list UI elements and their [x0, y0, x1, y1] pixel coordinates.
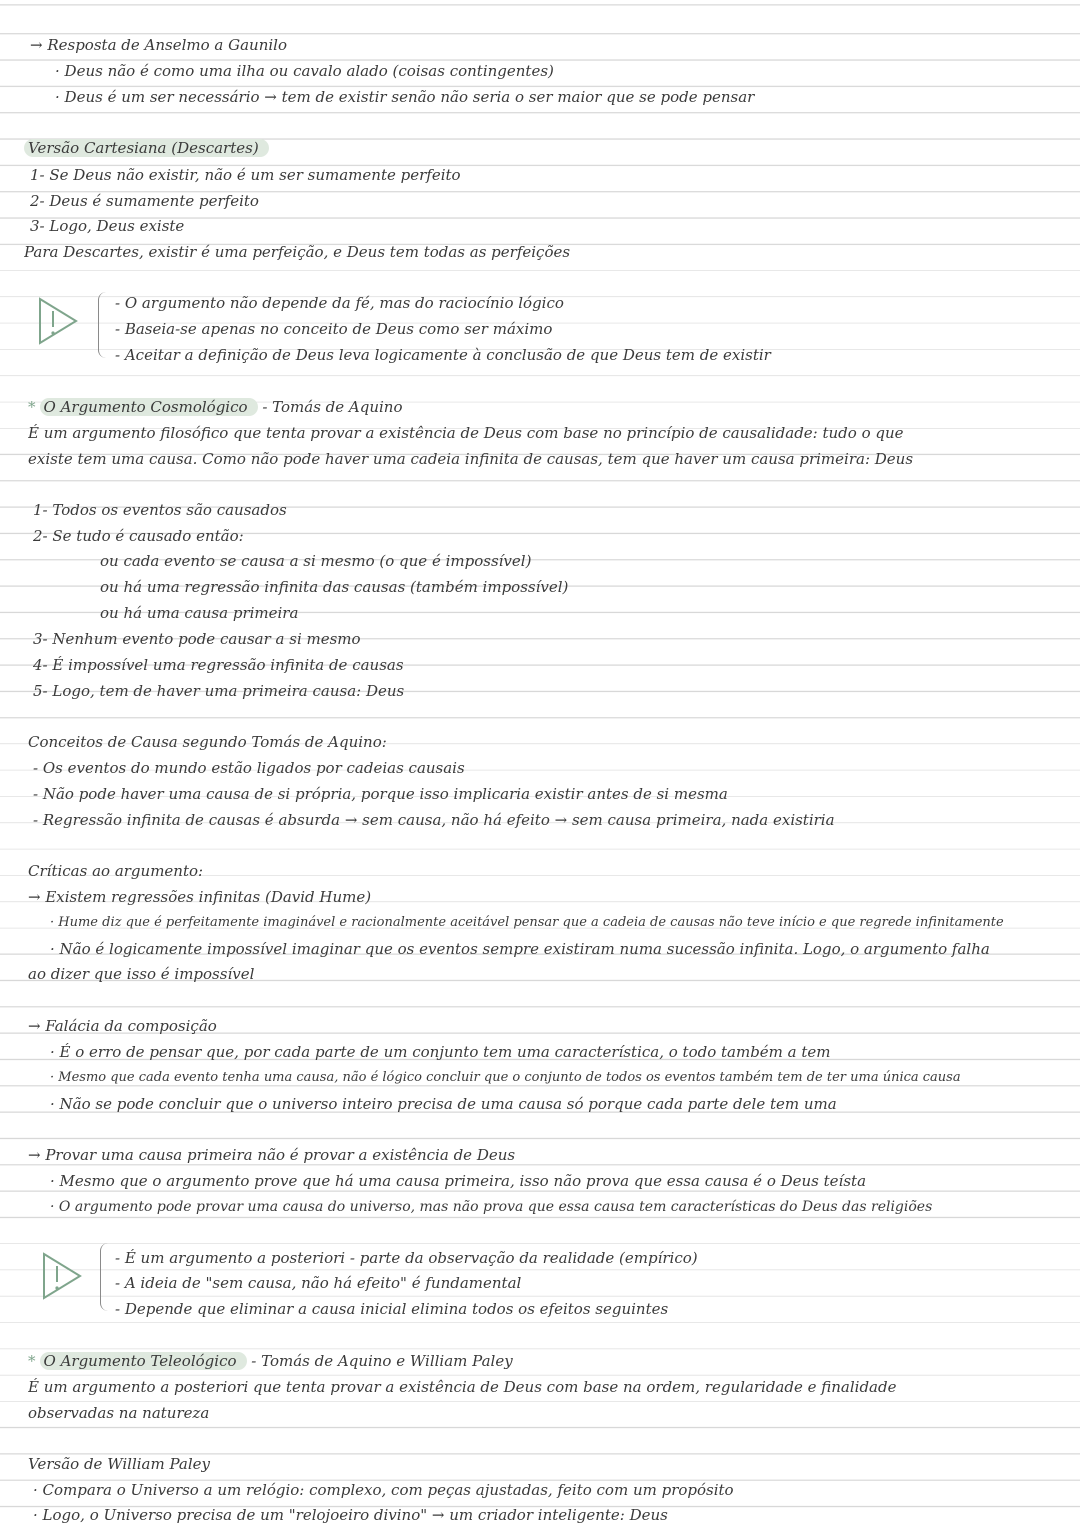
note-line: - Não pode haver uma causa de si própria, porque isso implicaria existir antes de si mesma: [33, 785, 728, 803]
star-icon: *: [28, 398, 36, 416]
section-title: [28, 1352, 1070, 1370]
step-subline: ou há uma regressão infinita das causas (também impossível): [100, 578, 569, 596]
subheading: Conceitos de Causa segundo Tomás de Aquino:: [28, 733, 387, 751]
note-line: - Regressão infinita de causas é absurda → sem causa, não há efeito → sem causa primeira, nada existiria: [33, 811, 835, 829]
note-line: - Baseia-se apenas no conceito de Deus como ser máximo: [115, 320, 553, 338]
section-title: [24, 139, 1070, 157]
note-line: · Não se pode concluir que o universo inteiro precisa de uma causa só porque cada parte dele tem uma: [50, 1095, 837, 1113]
section-title: [28, 398, 1070, 416]
warning-triangle-icon: [36, 296, 80, 346]
section-author: - Tomás de Aquino e William Paley: [251, 1352, 513, 1370]
step-line: 2- Se tudo é causado então:: [33, 527, 244, 545]
section-title-text: Versão Cartesiana (Descartes): [24, 139, 269, 157]
definition-line: É um argumento filosófico que tenta provar a existência de Deus com base no princípio de causalidade: tudo o que: [28, 424, 904, 442]
note-line: · É o erro de pensar que, por cada parte de um conjunto tem uma característica, o todo também a tem: [50, 1043, 831, 1061]
note-line: - Depende que eliminar a causa inicial elimina todos os efeitos seguintes: [115, 1300, 669, 1318]
note-line: · Compara o Universo a um relógio: complexo, com peças ajustadas, feito com um propósito: [33, 1481, 734, 1499]
note-line: · Deus é um ser necessário → tem de existir senão não seria o ser maior que se pode pensar: [55, 88, 755, 106]
brace: [98, 292, 109, 358]
note-line: - O argumento não depende da fé, mas do raciocínio lógico: [115, 294, 564, 312]
note-line: · O argumento pode provar uma causa do universo, mas não prova que essa causa tem características do Deus das religiões: [50, 1199, 933, 1215]
definition-line: É um argumento a posteriori que tenta provar a existência de Deus com base na ordem, regularidade e finalidade: [28, 1378, 897, 1396]
section-author: - Tomás de Aquino: [262, 398, 403, 416]
note-line: · Mesmo que o argumento prove que há uma causa primeira, isso não prova que essa causa é o Deus teísta: [50, 1172, 867, 1190]
note-line: · Deus não é como uma ilha ou cavalo alado (coisas contingentes): [55, 62, 554, 80]
warning-triangle-icon: [40, 1251, 84, 1301]
step-line: 1- Todos os eventos são causados: [33, 501, 287, 519]
step-line: 5- Logo, tem de haver uma primeira causa: Deus: [33, 682, 405, 700]
conclusion-line: Para Descartes, existir é uma perfeição, e Deus tem todas as perfeições: [24, 243, 571, 261]
note-line: · Mesmo que cada evento tenha uma causa, não é lógico concluir que o conjunto de todos os eventos também tem de ter uma única causa: [50, 1070, 961, 1085]
note-line: - É um argumento a posteriori - parte da observação da realidade (empírico): [115, 1249, 698, 1267]
critique-heading: → Existem regressões infinitas (David Hume): [28, 888, 372, 906]
step-line: 1- Se Deus não existir, não é um ser sumamente perfeito: [30, 166, 461, 184]
step-line: 3- Nenhum evento pode causar a si mesmo: [33, 630, 361, 648]
star-icon: *: [28, 1352, 36, 1370]
section-heading: → Resposta de Anselmo a Gaunilo: [30, 36, 287, 54]
critique-heading: → Falácia da composição: [28, 1017, 217, 1035]
note-line: · Logo, o Universo precisa de um "relojoeiro divino" → um criador inteligente: Deus: [33, 1506, 668, 1524]
section-title-text: O Argumento Cosmológico: [40, 398, 258, 416]
note-line: - A ideia de "sem causa, não há efeito" é fundamental: [115, 1274, 522, 1292]
step-line: 3- Logo, Deus existe: [30, 217, 185, 235]
note-line: · Não é logicamente impossível imaginar que os eventos sempre existiram numa sucessão infinita. Logo, o argumento falha: [50, 940, 990, 958]
brace: [100, 1243, 111, 1311]
section-title-text: O Argumento Teleológico: [40, 1352, 247, 1370]
note-line: - Aceitar a definição de Deus leva logicamente à conclusão de que Deus tem de existir: [115, 346, 771, 364]
step-line: 2- Deus é sumamente perfeito: [30, 192, 259, 210]
definition-line: existe tem uma causa. Como não pode haver uma cadeia infinita de causas, tem que haver um causa primeira: Deus: [28, 450, 914, 468]
note-line: - Os eventos do mundo estão ligados por cadeias causais: [33, 759, 465, 777]
subheading: Críticas ao argumento:: [28, 862, 204, 880]
subheading: Versão de William Paley: [28, 1455, 210, 1473]
step-subline: ou cada evento se causa a si mesmo (o que é impossível): [100, 552, 532, 570]
note-line: · Hume diz que é perfeitamente imaginável e racionalmente aceitável pensar que a cadeia de causas não teve início e que regrede infinitamente: [50, 915, 1004, 930]
step-subline: ou há uma causa primeira: [100, 604, 299, 622]
critique-heading: → Provar uma causa primeira não é provar a existência de Deus: [28, 1146, 516, 1164]
step-line: 4- É impossível uma regressão infinita de causas: [33, 656, 404, 674]
note-line: ao dizer que isso é impossível: [28, 965, 255, 983]
definition-line: observadas na natureza: [28, 1404, 210, 1422]
